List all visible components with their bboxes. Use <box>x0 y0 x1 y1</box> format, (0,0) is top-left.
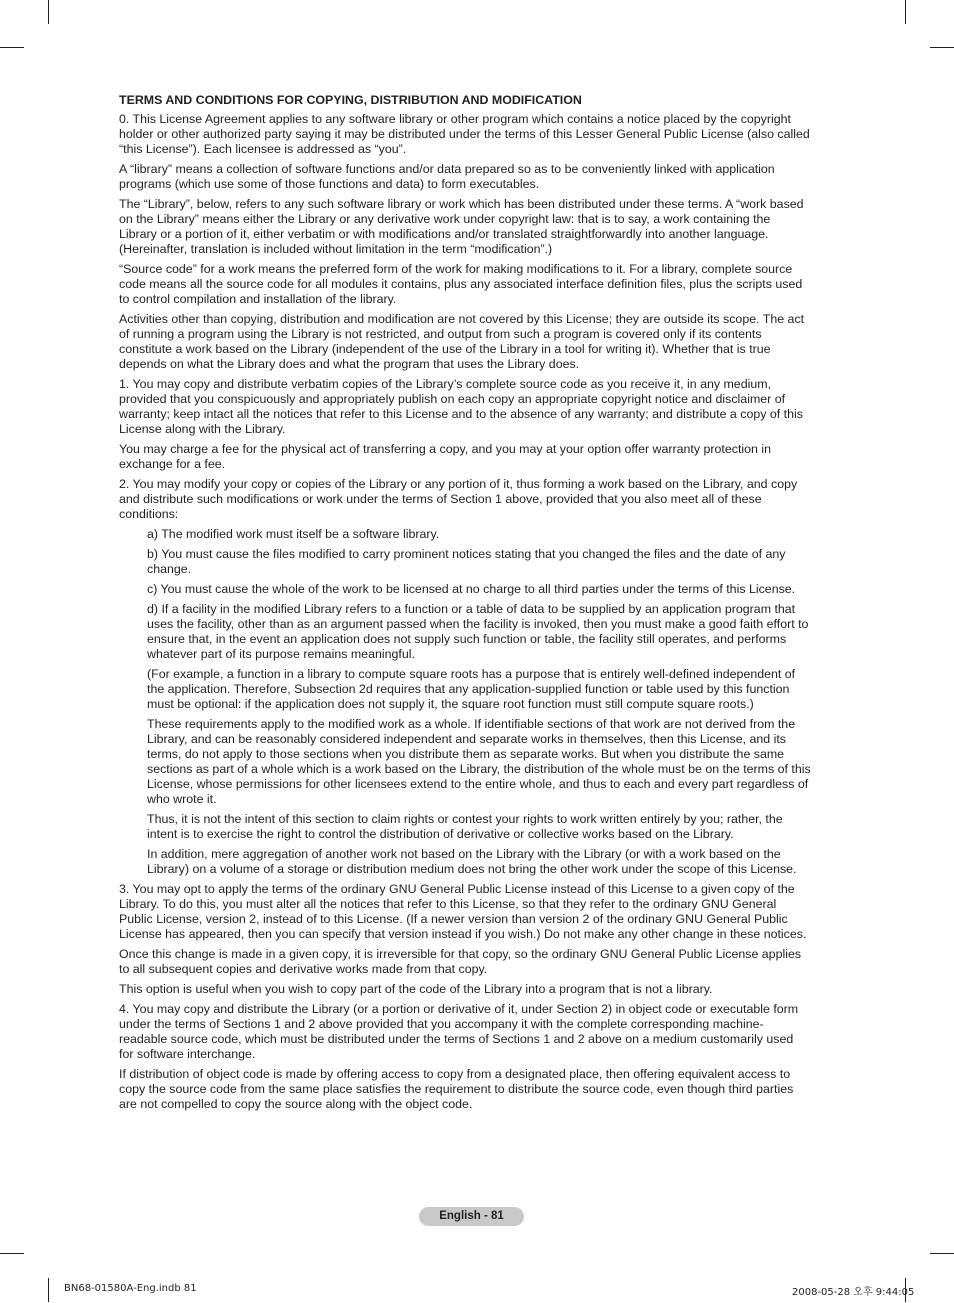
page-number-badge: English - 81 <box>419 1207 524 1226</box>
paragraph: You may charge a fee for the physical act of transferring a copy, and you may at your option offer warranty protection in exchange for a fee. <box>119 442 772 471</box>
paragraph: d) If a facility in the modified Library refers to a function or a table of data to be supplied by an application program that uses the facility, other than as an argument passed when the facility is invoked, then you must make a good faith effort to ensure that, in the event an application does not supply such function or table, the facility still operates, and performs whatever part of its purpose remains meaningful. <box>147 602 809 661</box>
paragraph: b) You must cause the files modified to carry prominent notices stating that you changed the files and the date of any change. <box>147 547 786 576</box>
paragraph: a) The modified work must itself be a software library. <box>147 527 440 541</box>
paragraph: Once this change is made in a given copy, it is irreversible for that copy, so the ordinary GNU General Public License applies to all subsequent copies and derivative works made from that copy. <box>119 947 802 976</box>
paragraph: This option is useful when you wish to copy part of the code of the Library into a program that is not a library. <box>119 982 713 996</box>
paragraph: 0. This License Agreement applies to any software library or other program which contains a notice placed by the copyright holder or other authorized party saying it may be distributed under the terms of this Lesser General Public License (also called “this License”). Each licensee is addressed as “you”. <box>119 112 810 156</box>
section-heading: TERMS AND CONDITIONS FOR COPYING, DISTRIBUTION AND MODIFICATION <box>119 93 582 107</box>
crop-mark-top-right <box>905 0 906 24</box>
paragraph: (For example, a function in a library to compute square roots has a purpose that is entirely well-defined independent of the application. Therefore, Subsection 2d requires that any application-supplied function or table used by this function must be optional: if the application does not supply it, the square root function must still compute square roots.) <box>147 667 796 711</box>
paragraph-list <box>119 112 811 1112</box>
paragraph: If distribution of object code is made by offering access to copy from a designated place, then offering equivalent access to copy the source code from the same place satisfies the requirement to distribute the source code, even though third parties are not compelled to copy the source along with the object code. <box>119 1067 794 1111</box>
paragraph: 2. You may modify your copy or copies of the Library or any portion of it, thus forming a work based on the Library, and copy and distribute such modifications or work under the terms of Section 1 above, provided that you also meet all of these conditions: <box>119 477 798 521</box>
paragraph: c) You must cause the whole of the work to be licensed at no charge to all third parties under the terms of this License. <box>147 582 796 596</box>
paragraph: Activities other than copying, distribution and modification are not covered by this License; they are outside its scope. The act of running a program using the Library is not restricted, and output from such a program is covered only if its contents constitute a work based on the Library (independent of the use of the Library in a tool for writing it). Whether that is true depends on what the Library does and what the program that uses the Library does. <box>119 312 805 371</box>
crop-mark-top-right <box>930 47 954 48</box>
paragraph: 1. You may copy and distribute verbatim copies of the Library’s complete source code as you receive it, in any medium, provided that you conspicuously and appropriately publish on each copy an appropriate copyright notice and disclaimer of warranty; keep intact all the notices that refer to this License and to the absence of any warranty; and distribute a copy of this License along with the Library. <box>119 377 803 436</box>
paragraph: 3. You may opt to apply the terms of the ordinary GNU General Public License instead of this License to a given copy of the Library. To do this, you must alter all the notices that refer to this License, so that they refer to the ordinary GNU General Public License, version 2, instead of to this License. (If a newer version than version 2 of the ordinary GNU General Public License has appeared, then you can specify that version instead if you wish.) Do not make any other change in these notices. <box>119 882 807 941</box>
crop-mark-bottom-left <box>0 1253 24 1254</box>
paragraph: These requirements apply to the modified work as a whole. If identifiable sections of that work are not derived from the Library, and can be reasonably considered independent and separate works in themselves, then this License, and its terms, do not apply to those sections when you distribute them as separate works. But when you distribute the same sections as part of a whole which is a work based on the Library, the distribution of the whole must be on the terms of this License, whose permissions for other licensees extend to the entire whole, and thus to each and every part regardless of who wrote it. <box>147 717 811 806</box>
paragraph: Thus, it is not the intent of this section to claim rights or contest your rights to work written entirely by you; rather, the intent is to exercise the right to control the distribution of derivative or collective works based on the Library. <box>147 812 783 841</box>
license-text <box>119 93 811 1117</box>
paragraph: “Source code” for a work means the preferred form of the work for making modifications to it. For a library, complete source code means all the source code for all modules it contains, plus any associated interface definition files, plus the scripts used to control compilation and installation of the library. <box>119 262 803 306</box>
paragraph: In addition, mere aggregation of another work not based on the Library with the Library (or with a work based on the Library) on a volume of a storage or distribution medium does not bring the other work under the scope of this License. <box>147 847 797 876</box>
crop-mark-top-left <box>48 0 49 24</box>
crop-mark-bottom-left <box>48 1278 49 1302</box>
paragraph: The “Library”, below, refers to any such software library or work which has been distributed under these terms. A “work based on the Library” means either the Library or any derivative work under copyright law: that is to say, a work containing the Library or a portion of it, either verbatim or with modifications and/or translated straightforwardly into another language. (Hereinafter, translation is included without limitation in the term “modification”.) <box>119 197 804 256</box>
paragraph: A “library” means a collection of software functions and/or data prepared so as to be conveniently linked with application programs (which use some of those functions and data) to form executables. <box>119 162 775 191</box>
crop-mark-bottom-right <box>930 1253 954 1254</box>
footer-file-info: BN68-01580A-Eng.indb 81 <box>64 1283 197 1294</box>
footer-timestamp: 2008-05-28 오후 9:44:05 <box>792 1287 915 1298</box>
paragraph: 4. You may copy and distribute the Library (or a portion or derivative of it, under Section 2) in object code or executable form under the terms of Sections 1 and 2 above provided that you accompany it with the complete corresponding machine-readable source code, which must be distributed under the terms of Sections 1 and 2 above on a medium customarily used for software interchange. <box>119 1002 799 1061</box>
crop-mark-top-left <box>0 47 24 48</box>
